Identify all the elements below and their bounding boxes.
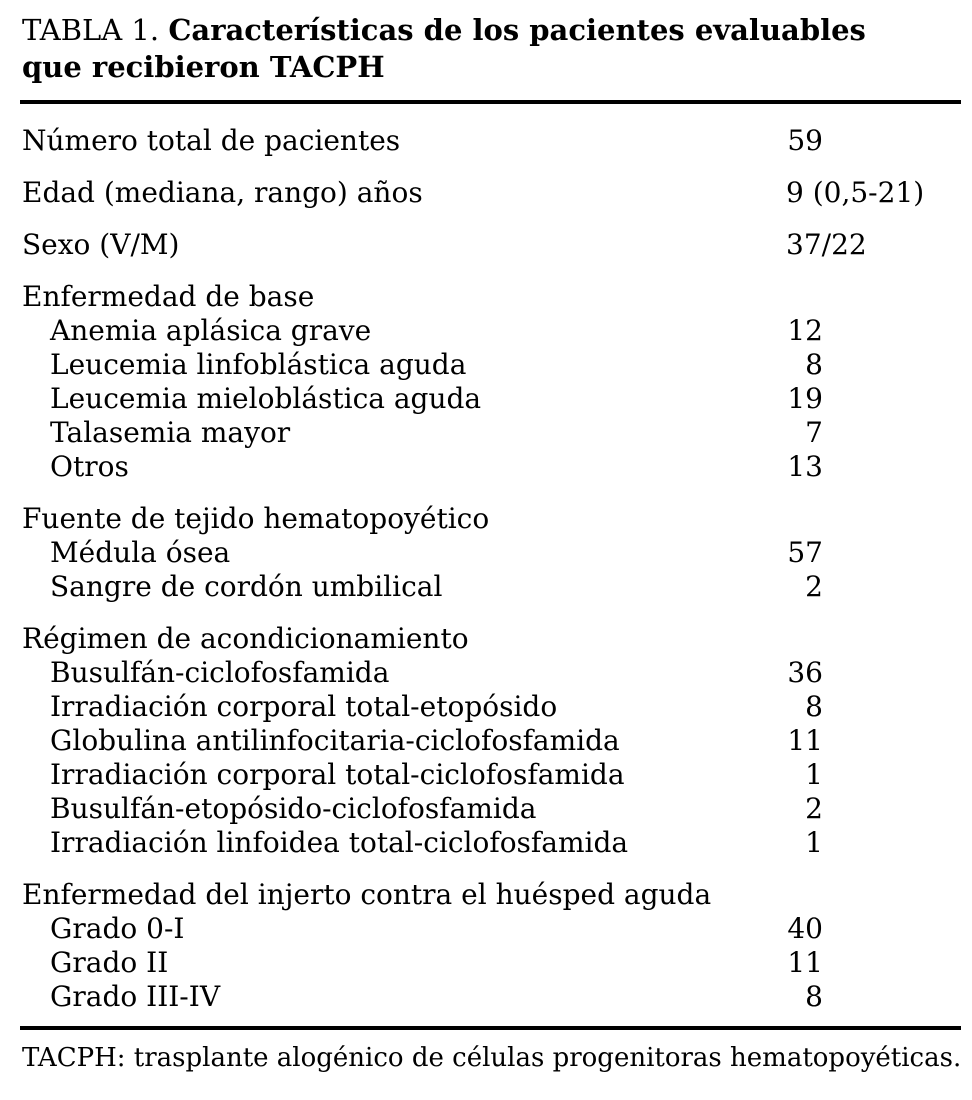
table-row [22,450,963,484]
row-label: Sangre de cordón umbilical [50,570,443,603]
table-row [22,758,963,792]
row-label: Irradiación corporal total-etopósido [50,690,558,723]
table-title-line2: que recibieron TACPH [22,50,385,84]
table-row [22,912,963,946]
row-label: Otros [50,450,129,483]
row-value: 12 [787,314,823,347]
row-value: 1 [805,758,823,791]
row-label: Leucemia mieloblástica aguda [50,382,482,415]
row-label: Enfermedad de base [22,280,315,313]
row-label: Grado II [50,946,169,979]
table-row [22,656,963,690]
row-value: 7 [805,416,823,449]
table-row [22,314,963,348]
row-value: 59 [787,124,823,157]
row-label: Grado 0-I [50,912,185,945]
row-label: Irradiación linfoidea total-ciclofosfamida [50,826,629,859]
table-row [22,228,963,262]
table-title [22,12,922,86]
table-row [22,792,963,826]
table-row [22,280,963,314]
row-value: 57 [787,536,823,569]
row-label: Busulfán-ciclofosfamida [50,656,390,689]
row-label: Edad (mediana, rango) años [22,176,423,209]
table-title-line1: Características de los pacientes evaluables [168,13,866,47]
row-value: 2 [805,570,823,603]
row-label: Anemia aplásica grave [50,314,372,347]
row-label: Talasemia mayor [50,416,291,449]
row-label: Número total de pacientes [22,124,401,157]
row-value: 8 [805,348,823,381]
row-label: Irradiación corporal total-ciclofosfamida [50,758,625,791]
table-row [22,502,963,536]
row-label: Enfermedad del injerto contra el huésped aguda [22,878,712,911]
row-label: Globulina antilinfocitaria-ciclofosfamida [50,724,620,757]
row-value: 40 [787,912,823,945]
row-value [786,280,823,314]
row-value: 37/22 [786,228,867,261]
table-row [22,826,963,860]
row-value: 19 [787,382,823,415]
row-value: 11 [787,946,823,979]
row-label: Grado III-IV [50,980,221,1013]
row-label: Régimen de acondicionamiento [22,622,469,655]
table-row [22,348,963,382]
table-body [22,124,963,1014]
table-row [22,382,963,416]
row-value [786,502,823,536]
row-value [786,622,823,656]
table-footnote: TACPH: trasplante alogénico de células progenitoras hematopoyéticas. [22,1043,962,1073]
table-row [22,946,963,980]
row-label: Busulfán-etopósido-ciclofosfamida [50,792,537,825]
table-row [22,570,963,604]
table-row [22,878,963,912]
row-value: 13 [787,450,823,483]
row-label: Médula ósea [50,536,231,569]
table-row [22,176,963,210]
table-row [22,124,963,158]
table-row [22,690,963,724]
table-row [22,416,963,450]
table-number-label: TABLA 1. [22,13,160,47]
row-value: 2 [805,792,823,825]
row-label: Fuente de tejido hematopoyético [22,502,490,535]
row-value: 8 [805,690,823,723]
bottom-rule-divider [20,1026,961,1030]
row-label: Leucemia linfoblástica aguda [50,348,467,381]
row-value: 11 [787,724,823,757]
row-value: 36 [787,656,823,689]
top-rule-divider [20,100,961,104]
row-value: 8 [805,980,823,1013]
row-value: 1 [805,826,823,859]
table-row [22,980,963,1014]
table-row [22,536,963,570]
table-row [22,622,963,656]
row-value: 9 (0,5-21) [786,176,925,209]
row-label: Sexo (V/M) [22,228,180,261]
row-value [786,878,823,912]
table-row [22,724,963,758]
